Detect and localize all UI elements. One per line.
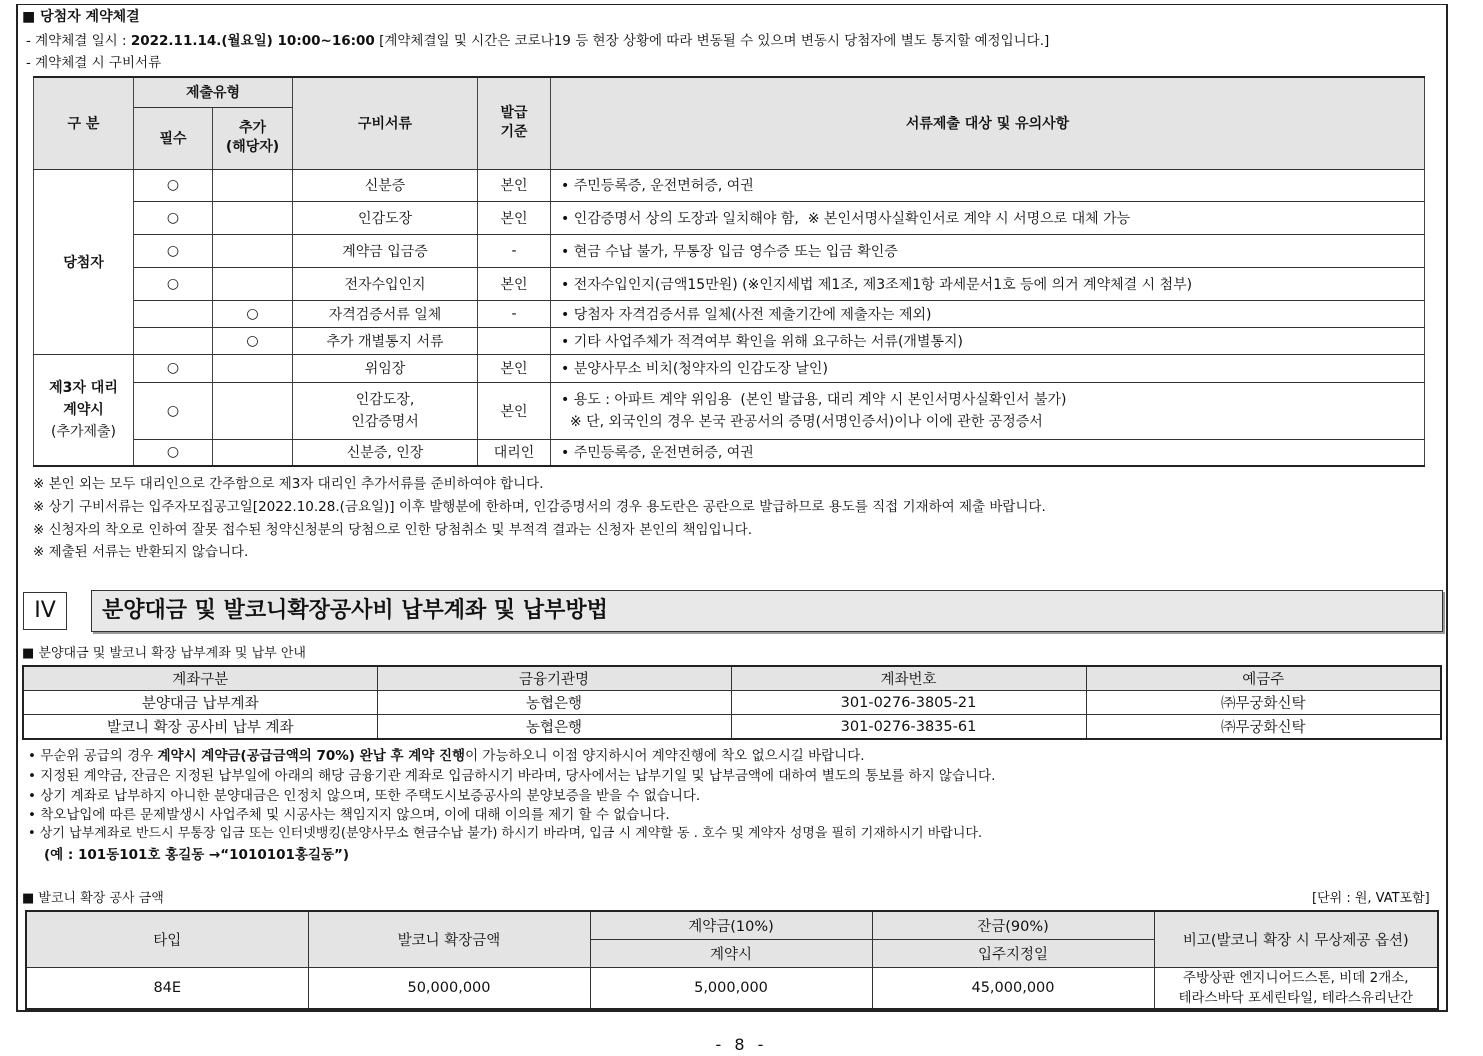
required-mark [134,327,213,354]
issue-basis: 본인 [478,382,551,439]
header-documents: 구비서류 [293,77,478,169]
issue-basis: 본인 [478,201,551,234]
balcony-header-remark: 비고(발코니 확장 시 무상제공 옵션) [1154,911,1438,967]
docs-note: ※ 본인 외는 모두 대리인으로 간주함으로 제3자 대리인 추가서류를 준비하여야 합니다. [33,476,544,492]
document-name: 계약금 입금증 [293,234,478,267]
group-proxy-sub: (추가제출) [50,423,117,440]
balcony-remark: 주방상판 엔지니어드스톤, 비데 2개소, 테라스바닥 포세린타일, 테라스유리난간 [1154,967,1438,1009]
required-mark [134,300,213,327]
document-name: 인감도장, 인감증명서 [293,382,478,439]
account-bank: 농협은행 [377,691,731,715]
section-number: IV [23,592,67,630]
accounts-header-bank: 금융기관명 [377,666,731,691]
header-additional: 추가 (해당자) [213,107,293,169]
header-submit-type: 제출유형 [134,77,293,107]
additional-mark [213,382,293,439]
table-row [34,234,1425,267]
contract-date-prefix: - 계약체결 일시 : [26,33,131,49]
account-number: 301-0276-3835-61 [731,715,1086,740]
balcony-header-balance-sub: 입주지정일 [872,939,1154,967]
required-documents-table [33,76,1425,467]
additional-mark: ○ [213,300,293,327]
table-row [34,439,1425,466]
required-mark: ○ [134,234,213,267]
header-required: 필수 [134,107,213,169]
payment-note-pre: • 무순위 공급의 경우 [28,748,158,764]
issue-basis: 본인 [478,169,551,201]
balcony-header-amount: 발코니 확장금액 [308,911,590,967]
payment-note: • 지정된 계약금, 잔금은 지정된 납부일에 아래의 해당 금융기관 계좌로 입금하시기 바라며, 당사에서는 납부기일 및 납부금액에 대하여 별도의 통보를 하지 않습니다. [28,768,996,784]
table-row [23,715,1441,740]
accounts-header-type: 계좌구분 [23,666,377,691]
document-note: • 인감증명서 상의 도장과 일치해야 함, ※ 본인서명사실확인서로 계약 시 서명으로 대체 가능 [551,201,1425,234]
group-winner: 당첨자 [34,169,134,354]
balcony-header-deposit: 계약금(10%) [590,911,872,939]
account-type: 분양대금 납부계좌 [23,691,377,715]
payment-note-first [28,744,865,764]
document-note: • 현금 수납 불가, 무통장 입금 영수증 또는 입금 확인증 [551,234,1425,267]
section-title: 분양대금 및 발코니확장공사비 납부계좌 및 납부방법 [91,590,1443,632]
contract-date-line [26,29,1049,49]
document-note: • 주민등록증, 운전면허증, 여권 [551,169,1425,201]
docs-note: ※ 상기 구비서류는 입주자모집공고일[2022.10.28.(금요일)] 이후 발행분에 한하며, 인감증명서의 경우 용도란은 공란으로 발급하므로 용도를 직접 기재하여 제출 바랍니다. [33,499,1046,515]
table-row [34,327,1425,354]
contract-date-value: 2022.11.14.(월요일) 10:00~16:00 [130,33,375,49]
document-note: • 기타 사업주체가 적격여부 확인을 위해 요구하는 서류(개별통지) [551,327,1425,354]
document-name: 신분증 [293,169,478,201]
payment-note: • 착오납입에 따른 문제발생시 사업주체 및 시공사는 책임지지 않으며, 이에 대해 이의를 제기 할 수 없습니다. [28,807,670,823]
header-category: 구 분 [34,77,134,169]
account-bank: 농협은행 [377,715,731,740]
additional-mark [213,169,293,201]
issue-basis: - [478,300,551,327]
table-row [34,201,1425,234]
contract-docs-line: - 계약체결 시 구비서류 [26,55,162,71]
document-note: • 전자수입인지(금액15만원) (※인지세법 제1조, 제3조제1항 과세문서1호 등에 의거 계약체결 시 첨부) [551,267,1425,300]
issue-basis: 대리인 [478,439,551,466]
account-holder: ㈜무궁화신탁 [1086,691,1441,715]
table-row [34,354,1425,382]
required-mark: ○ [134,169,213,201]
page-number: - 8 - [715,1035,768,1054]
issue-basis: - [478,234,551,267]
required-mark: ○ [134,382,213,439]
balcony-header-deposit-sub: 계약시 [590,939,872,967]
table-row [26,967,1438,1009]
additional-mark [213,234,293,267]
document-name: 위임장 [293,354,478,382]
balcony-type: 84E [26,967,308,1009]
balcony-heading: ■ 발코니 확장 공사 금액 [22,891,164,906]
payment-note: • 상기 계좌로 납부하지 아니한 분양대금은 인정치 않으며, 또한 주택도시보증공사의 분양보증을 받을 수 없습니다. [28,788,701,804]
balcony-table [25,910,1439,1010]
required-mark: ○ [134,267,213,300]
table-row [34,169,1425,201]
docs-note: ※ 신청자의 착오로 인하여 잘못 접수된 청약신청분의 당첨으로 인한 당첨취소 및 부적격 결과는 신청자 본인의 책임입니다. [33,522,752,538]
additional-mark [213,439,293,466]
payment-example: (예 : 101동101호 홍길동 →“1010101홍길동”) [44,847,350,863]
document-note: • 용도 : 아파트 계약 위임용 (본인 발급용, 대리 계약 시 본인서명사실확인서 불가) ※ 단, 외국인의 경우 본국 관공서의 증명(서명인증서)이나 이에 관한 공정증서 [551,382,1425,439]
contract-date-note: [계약체결일 및 시간은 코로나19 등 현장 상황에 따라 변동될 수 있으며 변동시 당첨자에 별도 통지할 예정입니다.] [374,33,1050,49]
group-proxy-name: 제3자 대리 계약시 [49,379,118,418]
document-name: 인감도장 [293,201,478,234]
document-name: 신분증, 인장 [293,439,478,466]
accounts-heading: ■ 분양대금 및 발코니 확장 납부계좌 및 납부 안내 [22,646,306,661]
document-name: 추가 개별통지 서류 [293,327,478,354]
header-issue-basis: 발급 기준 [478,77,551,169]
account-holder: ㈜무궁화신탁 [1086,715,1441,740]
issue-basis [478,327,551,354]
required-mark: ○ [134,201,213,234]
payment-note-bold: 계약시 계약금(공급금액의 70%) 완납 후 계약 진행 [157,748,466,764]
document-note: • 분양사무소 비치(청약자의 인감도장 날인) [551,354,1425,382]
additional-mark [213,267,293,300]
group-proxy [34,354,134,466]
document-name: 전자수입인지 [293,267,478,300]
issue-basis: 본인 [478,267,551,300]
issue-basis: 본인 [478,354,551,382]
table-row [34,300,1425,327]
table-row [34,267,1425,300]
docs-note: ※ 제출된 서류는 반환되지 않습니다. [33,544,249,560]
table-row [34,382,1425,439]
additional-mark: ○ [213,327,293,354]
required-mark: ○ [134,354,213,382]
balcony-deposit: 5,000,000 [590,967,872,1009]
additional-mark [213,201,293,234]
balcony-balance: 45,000,000 [872,967,1154,1009]
balcony-header-type: 타입 [26,911,308,967]
header-notes: 서류제출 대상 및 유의사항 [551,77,1425,169]
account-type: 발코니 확장 공사비 납부 계좌 [23,715,377,740]
balcony-amount: 50,000,000 [308,967,590,1009]
contract-heading: ■ 당첨자 계약체결 [22,9,140,25]
accounts-header-number: 계좌번호 [731,666,1086,691]
required-mark: ○ [134,439,213,466]
table-row [23,691,1441,715]
additional-mark [213,354,293,382]
account-number: 301-0276-3805-21 [731,691,1086,715]
payment-note-post: 이 가능하오니 이점 양지하시어 계약진행에 착오 없으시길 바랍니다. [465,748,865,764]
document-note: • 당첨자 자격검증서류 일체(사전 제출기간에 제출자는 제외) [551,300,1425,327]
accounts-header-holder: 예금주 [1086,666,1441,691]
document-note: • 주민등록증, 운전면허증, 여권 [551,439,1425,466]
balcony-header-balance: 잔금(90%) [872,911,1154,939]
document-name: 자격검증서류 일체 [293,300,478,327]
balcony-unit: [단위 : 원, VAT포함] [1312,891,1430,906]
accounts-table [22,665,1442,740]
payment-note: • 상기 납부계좌로 반드시 무통장 입금 또는 인터넷뱅킹(분양사무소 현금수납 불가) 하시기 바라며, 입금 시 계약할 동 . 호수 및 계약자 성명을 필히 기재하시기 바랍니다. [28,826,983,841]
